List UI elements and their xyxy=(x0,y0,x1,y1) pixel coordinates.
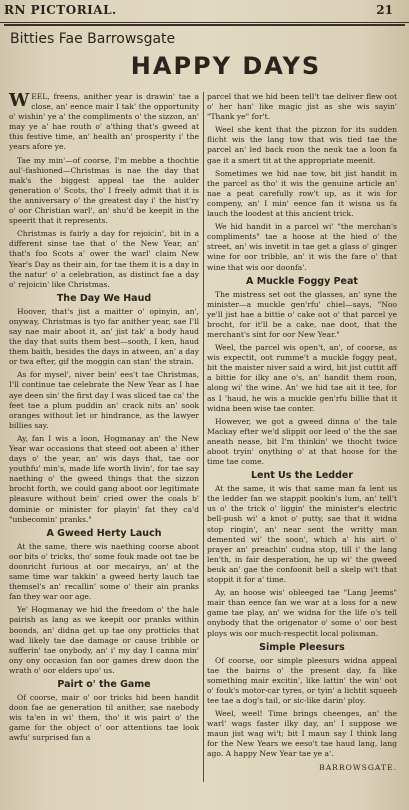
section-heading: A Muckle Foggy Peat xyxy=(246,275,358,287)
header-rule xyxy=(4,24,405,26)
section-heading: The Day We Haud xyxy=(56,292,152,304)
section-heading: Pairt o' the Game xyxy=(57,678,151,690)
section-heading: Simple Pleesurs xyxy=(259,641,345,653)
page-header xyxy=(0,0,409,23)
paragraph: We hid handit in a parcel wi' "the merchan's compliments" tae a hoose at the hied o' the street, an' wis invetit in tae get a glass o' ginger wine for oor tribble, an' it wis the fare o' that wine that wis oor doonfa'. xyxy=(207,222,397,272)
article-title: HAPPY DAYS xyxy=(130,52,322,80)
paragraph: Ay, an hoose wis' obleeged tae "Lang Jeems" mair than eence fan we war at a loss for a new game tae play, an' we widna for the life o's tell onybody that the origenator o' some o' oor best ploys wis oor much-respectit local polisman. xyxy=(207,588,397,638)
paragraph: Of coorse, mair o' oor tricks hid been handit doon fae ae generation til anither, sae naebody wis ta'en in wi' them, tho' it wis pairt o' the game for the object o' oor attentions tae look awfu' surprised fan a xyxy=(9,692,199,743)
paragraph: Christmas is fairly a day for rejoicin', bit in a different sinse tae that o' the New Year, an' that's foo Scots a' ower the warl' claim New Year's Day as their ain, for tae them it is a day in the natur' o' a celebration, as distinct fae a day o' rejoicin' like Christmas. xyxy=(9,229,199,289)
article-column-right xyxy=(207,92,397,773)
paragraph: However, we got a gweed dinna o' the tale Mackay efter we'd slippit oor leed o' the the sae aneath nease, bit I'm thinkin' we thocht twice aboot tryin' onything o' at that hoose for the time tae come. xyxy=(207,416,397,467)
paragraph: Weel, weel! Time brings cheenges, an' the warl' wags faster ilky day, an' I suppose we maun jist wag wi't; bit I maun say I think lang for the New Years we eeso't tae haud lang, lang ago. A happy New Year tae ye a'. xyxy=(207,709,397,759)
paragraph: At the same, there wis naething coorse aboot oor bits o' tricks, tho' some fouk made oot tae be doonricht furious at oor mecairys, an' at the same time war takkin' a gweed herty lauch tae themsel's an' recallin' some o' their ain pranks fan they war oor age. xyxy=(9,541,199,602)
page-number: 21 xyxy=(376,3,393,17)
paragraph: Of coorse, oor simple pleesurs widna appeal tae the bairns o' the present day, fa like something mair excitin', like lattin' the win' oot o' fouk's motor-car tyres, or tyin' a lichtit squeeb tee tae a dog's tail, or sic-like darin' ploy. xyxy=(207,655,397,705)
paragraph-text: EEL, freens, anither year is drawin' tae a close, an' eence mair I tak' the opportunity o' wishin' ye a' the compliments o' the sizzon, an' may ye a' hae routh o' a'thing that's gweed at this festive time, an' health an' prosperity i' the years afore ye. xyxy=(9,92,199,152)
publication-name: RN PICTORIAL. xyxy=(4,3,117,17)
paragraph: Ye' Hogmanay we hid the freedom o' the hale pairish as lang as we keepit oor pranks within boonds, an' didna get up tae ony protticks that wad likely tae dae damage or cause tribble or sufferin' tae onybody, an' i' my day I canna min' ony ony occasion fan oor games drew doon the wrath o' oor elders upo' us. xyxy=(9,605,199,675)
author-signature: BARROWSGATE. xyxy=(319,762,397,772)
drop-cap: W xyxy=(9,90,30,111)
section-heading: A Gweed Herty Lauch xyxy=(46,527,162,539)
article-subtitle: Bitties Fae Barrowsgate xyxy=(10,31,176,47)
paragraph: Weel she kent that the pizzon for its sudden flicht wis the lang tow that wis tied tae the parcel an' led back roon the neuk tae a loon fa gae it a smert tit at the appropriate meenit. xyxy=(207,125,397,165)
article-column-left xyxy=(9,92,199,746)
paragraph: Sometimes we hid nae tow, bit jist handit in the parcel as tho' it wis the genuine article an' nae a peat carefully row't up, as it wis for compeny, an' I min' eence fan it wisna us fa lauch the loodest at this ancient trick. xyxy=(207,168,397,219)
paragraph: Weel, the parcel wis open't, an', of coorse, as wis expectit, oot rumme't a muckle foggy peat, bit the maister niver said a wird, bit jist cuttit aff a bittie for ilky ane o's, an' handit them roon, along wi' the wine. An' we hid tae ait it tee, for as I 'haud, he wis a muckle gen'rfu billie that it widna been wise tae conter. xyxy=(207,343,397,413)
section-heading: Lent Us the Ledder xyxy=(250,470,354,482)
paragraph: Tae my min'—of coorse, I'm mebbe a thochtie aul'-fashioned—Christmas is nae the day that mak's the biggest appeal tae the aulder generation o' Scots, tho' I freely admit that it is the anniversary o' the greatest day i' the hist'ry o' oor Christian warl', an' shu'd be keepit in the speerit that it represents. xyxy=(9,155,199,226)
paragraph: Hoover, that's jist a maitter o' opinyin, an', onyway, Christmas is tyo far anither year, sae I'll say nae mair aboot it, an' jist tak' a body haud the day that suits them best—sooth, I ken, haud them baith, besides the days in atween, an' a day or twa efter, gif the moggin can stan' the strain. xyxy=(9,306,199,367)
column-divider xyxy=(203,92,204,782)
paragraph: Ay, fan I wis a loon, Hogmanay an' the New Year war occasions that steed oot abeen a' ither days o' the year, an' wis days that, tae oor youthfu' min's, made life worth livin', for tae say naething o' the gweed things that the sizzon brocht forth, we could gang aboot oor legitimate pleasure without bein' cried ower the coals b' dominie or minister for playin' fat they ca'd "unbecomin' pranks." xyxy=(9,433,199,524)
paragraph: parcel that we hid been tell't tae deliver flew oot o' her han' like magic jist as she wis sayin' "Thank ye" for't. xyxy=(207,92,397,122)
paragraph: As for mysel', niver bein' ees't tae Christmas, I'll continue tae celebrate the New Year as I hae aye deen sin' the first day I was sliced tae ca' the feet tae a plum puddin an' crack nits an' sook oranges without let or hindrance, as the lawyer billies say. xyxy=(9,370,199,430)
paragraph xyxy=(9,92,199,153)
paragraph: The mistress set oot the glasses, an' syne the minister—a muckle gen'rfu' chiel—says, "Noo ye'll jist hae a bittie o' cake oot o' that parcel ye brocht, for it'll be a cake, nae doot, that the merchant's sint for oor New Year." xyxy=(207,289,397,339)
paragraph: At the same, it wis that same man fa lent us the ledder fan we stappit pookin's lum, an' tell't us o' the trick o' liggin' the minister's electric bell-push wi' a knot o' putty, sae that it widna stop ringin', an' near sent the writty man demented wi' the soon', which a' his airt o' prayer an' preachin' cudna stop, till i' the lang len'th, in fair desperation, he up wi' the gweed beuk an' gae the confoonit bell a skelp wi't that stoppit it for a' time. xyxy=(207,484,397,585)
